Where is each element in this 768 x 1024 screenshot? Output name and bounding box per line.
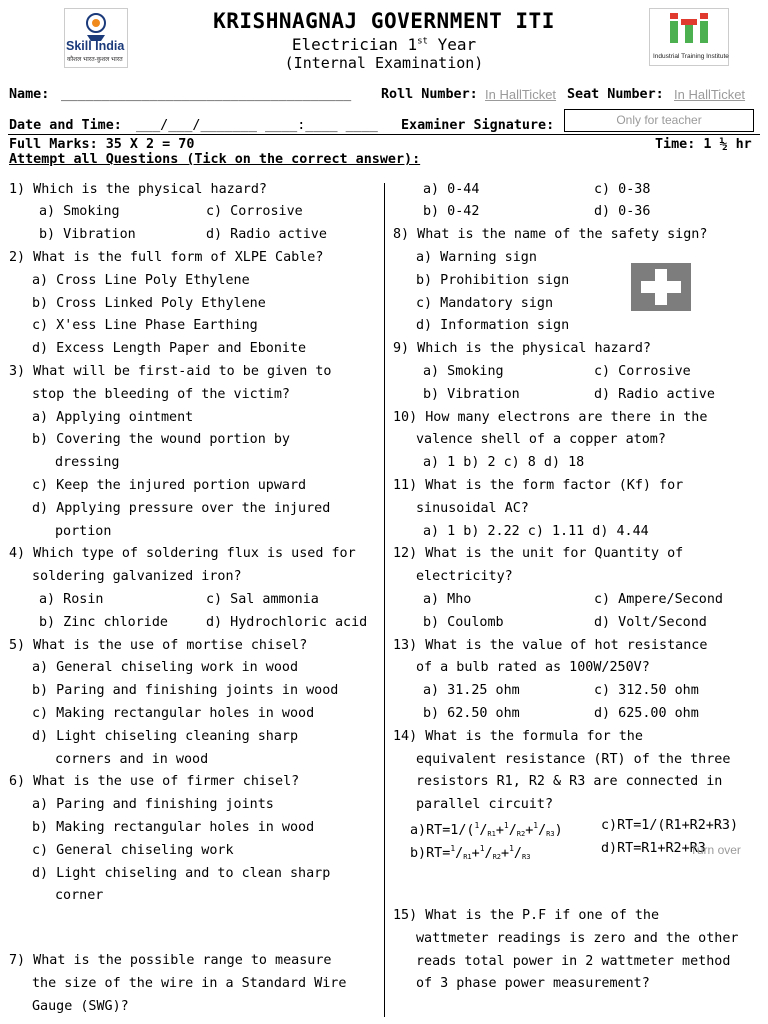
option-line[interactable]: d) Excess Length Paper and Ebonite xyxy=(32,341,307,357)
option-line[interactable]: a) Smoking xyxy=(423,363,504,379)
question-line: 8) What is the name of the safety sign? xyxy=(393,227,708,243)
q14-option-d[interactable]: d)RT=R1+R2+R3 xyxy=(601,841,706,856)
option-line[interactable]: a) 1 b) 2 c) 8 d) 18 xyxy=(423,455,585,471)
option-line[interactable]: d) Hydrochloric acid xyxy=(206,614,368,630)
option-line[interactable]: parallel circuit? xyxy=(416,797,554,813)
option-line[interactable]: c) Mandatory sign xyxy=(416,295,554,311)
question-line: 14) What is the formula for the xyxy=(393,728,643,744)
option-line[interactable]: Gauge (SWG)? xyxy=(32,998,129,1014)
name-field[interactable]: ____________________________________ xyxy=(61,87,352,102)
option-line[interactable]: the size of the wire in a Standard Wire xyxy=(32,975,347,991)
q14-option-b[interactable]: $b)RT=^1/_{R1}+^1/_{R2}+^1/_{R3}$ xyxy=(410,844,531,861)
turn-over-note: Turn over xyxy=(690,843,741,857)
option-line[interactable]: of a bulb rated as 100W/250V? xyxy=(416,660,650,676)
iti-logo-text: Industrial Training Institute xyxy=(653,53,729,60)
option-line[interactable]: b) Zinc chloride xyxy=(39,614,168,630)
institute-title: KRISHNAGNAJ GOVERNMENT ITI xyxy=(213,9,555,33)
date-time-field[interactable]: ___/___/_______ ____:____ ____ xyxy=(136,118,378,133)
option-line[interactable]: a) 1 b) 2.22 c) 1.11 d) 4.44 xyxy=(423,523,649,539)
option-line[interactable]: b) Paring and finishing joints in wood xyxy=(32,683,339,699)
option-line[interactable]: a) Smoking xyxy=(39,204,120,220)
q14-option-c[interactable]: c)RT=1/(R1+R2+R3) xyxy=(601,818,739,833)
option-line[interactable]: soldering galvanized iron? xyxy=(32,569,242,585)
option-line[interactable]: b) Coulomb xyxy=(423,614,504,630)
option-line[interactable]: a) Mho xyxy=(423,591,472,607)
option-line[interactable]: b) Making rectangular holes in wood xyxy=(32,819,315,835)
header-divider xyxy=(8,134,760,135)
option-line[interactable]: a) 31.25 ohm xyxy=(423,683,520,699)
option-line[interactable]: c) 312.50 ohm xyxy=(594,683,699,699)
question-line: 6) What is the use of firmer chisel? xyxy=(9,774,300,790)
full-marks: Full Marks: 35 X 2 = 70 xyxy=(9,137,195,152)
option-line[interactable]: portion xyxy=(55,523,112,539)
safety-sign-cross-icon xyxy=(631,263,691,311)
question-line: 1) Which is the physical hazard? xyxy=(9,181,267,197)
option-line[interactable]: c) General chiseling work xyxy=(32,842,234,858)
question-line: 5) What is the use of mortise chisel? xyxy=(9,637,308,653)
option-line[interactable]: wattmeter readings is zero and the other xyxy=(416,930,739,946)
option-line[interactable]: d) Applying pressure over the injured xyxy=(32,500,331,516)
option-line[interactable]: of 3 phase power measurement? xyxy=(416,976,650,992)
option-line[interactable]: d) Radio active xyxy=(206,227,327,243)
option-line[interactable]: c) X'ess Line Phase Earthing xyxy=(32,318,258,334)
option-line[interactable]: sinusoidal AC? xyxy=(416,500,529,516)
option-line[interactable]: a) Rosin xyxy=(39,591,104,607)
option-line[interactable]: c) Corrosive xyxy=(206,204,303,220)
question-line: 3) What will be first-aid to be given to xyxy=(9,363,332,379)
option-line[interactable]: d) Radio active xyxy=(594,386,715,402)
question-line: 10) How many electrons are there in the xyxy=(393,409,708,425)
roll-label: Roll Number: xyxy=(381,87,478,102)
option-line[interactable]: c) 0-38 xyxy=(594,181,651,197)
option-line[interactable]: b) Cross Linked Poly Ethylene xyxy=(32,295,266,311)
skill-india-tagline: कौशल भारत-कुशल भारत xyxy=(67,57,123,63)
option-line[interactable]: c) Ampere/Second xyxy=(594,591,723,607)
option-line[interactable]: c) Keep the injured portion upward xyxy=(32,477,307,493)
option-line[interactable]: a) Applying ointment xyxy=(32,409,194,425)
option-line[interactable]: b) Vibration xyxy=(39,227,136,243)
name-label: Name: xyxy=(9,87,50,102)
option-line[interactable]: a) General chiseling work in wood xyxy=(32,660,299,676)
skill-india-text: Skill India xyxy=(66,39,125,53)
roll-field[interactable]: In HallTicket xyxy=(485,87,557,102)
date-label: Date and Time: xyxy=(9,118,122,133)
option-line[interactable]: resistors R1, R2 & R3 are connected in xyxy=(416,774,723,790)
option-line[interactable]: b) Covering the wound portion by xyxy=(32,432,290,448)
instruction: Attempt all Questions (Tick on the correct answer): xyxy=(9,152,421,167)
question-line: 11) What is the form factor (Kf) for xyxy=(393,477,684,493)
option-line[interactable]: d) Light chiseling and to clean sharp xyxy=(32,865,331,881)
option-line[interactable]: d) 0-36 xyxy=(594,204,651,220)
option-line[interactable]: electricity? xyxy=(416,569,513,585)
option-line[interactable]: reads total power in 2 wattmeter method xyxy=(416,953,731,969)
question-line: 9) Which is the physical hazard? xyxy=(393,341,651,357)
course-suffix: Year xyxy=(427,35,477,54)
option-line[interactable]: corner xyxy=(55,888,104,904)
question-line: 15) What is the P.F if one of the xyxy=(393,908,660,923)
option-line[interactable]: d) Volt/Second xyxy=(594,614,707,630)
option-line[interactable]: d) Light chiseling cleaning sharp xyxy=(32,728,299,744)
course-title xyxy=(0,35,768,54)
option-line[interactable]: b) 62.50 ohm xyxy=(423,705,520,721)
question-line: 4) Which type of soldering flux is used for xyxy=(9,546,356,562)
examiner-label: Examiner Signature: xyxy=(401,118,555,133)
column-divider xyxy=(384,183,385,1017)
option-line[interactable]: d) Information sign xyxy=(416,318,570,334)
option-line[interactable]: b) Prohibition sign xyxy=(416,272,570,288)
seat-label: Seat Number: xyxy=(567,87,664,102)
option-line[interactable]: dressing xyxy=(55,455,120,471)
question-line: 12) What is the unit for Quantity of xyxy=(393,546,684,562)
option-line[interactable]: corners and in wood xyxy=(55,751,209,767)
option-line[interactable]: d) 625.00 ohm xyxy=(594,705,699,721)
question-line: 2) What is the full form of XLPE Cable? xyxy=(9,249,324,265)
option-line[interactable]: b) Vibration xyxy=(423,386,520,402)
option-line[interactable]: a) Paring and finishing joints xyxy=(32,797,274,813)
option-line[interactable]: equivalent resistance (RT) of the three xyxy=(416,751,731,767)
time-allowed: Time: 1 ½ hr xyxy=(655,137,752,152)
option-line[interactable]: c) Corrosive xyxy=(594,363,691,379)
option-line[interactable]: c) Making rectangular holes in wood xyxy=(32,705,315,721)
option-line[interactable]: a) 0-44 xyxy=(423,181,480,197)
option-line[interactable]: a) Cross Line Poly Ethylene xyxy=(32,272,250,288)
option-line[interactable]: a) Warning sign xyxy=(416,249,537,265)
option-line[interactable]: c) Sal ammonia xyxy=(206,591,319,607)
seat-field[interactable]: In HallTicket xyxy=(674,87,746,102)
course-prefix: Electrician 1 xyxy=(291,35,418,54)
question-line: 7) What is the possible range to measure xyxy=(9,953,332,968)
option-line[interactable]: b) 0-42 xyxy=(423,204,480,220)
q14-option-a[interactable]: $a)RT=1/(^1/_{R1}+^1/_{R2}+^1/_{R3})$ xyxy=(410,821,563,838)
option-line[interactable]: valence shell of a copper atom? xyxy=(416,432,666,448)
exam-title: (Internal Examination) xyxy=(284,54,484,72)
question-line: 13) What is the value of hot resistance xyxy=(393,637,708,653)
course-sup: st xyxy=(417,36,428,47)
examiner-hint: Only for teacher xyxy=(616,113,702,127)
option-line[interactable]: stop the bleeding of the victim? xyxy=(32,386,290,402)
